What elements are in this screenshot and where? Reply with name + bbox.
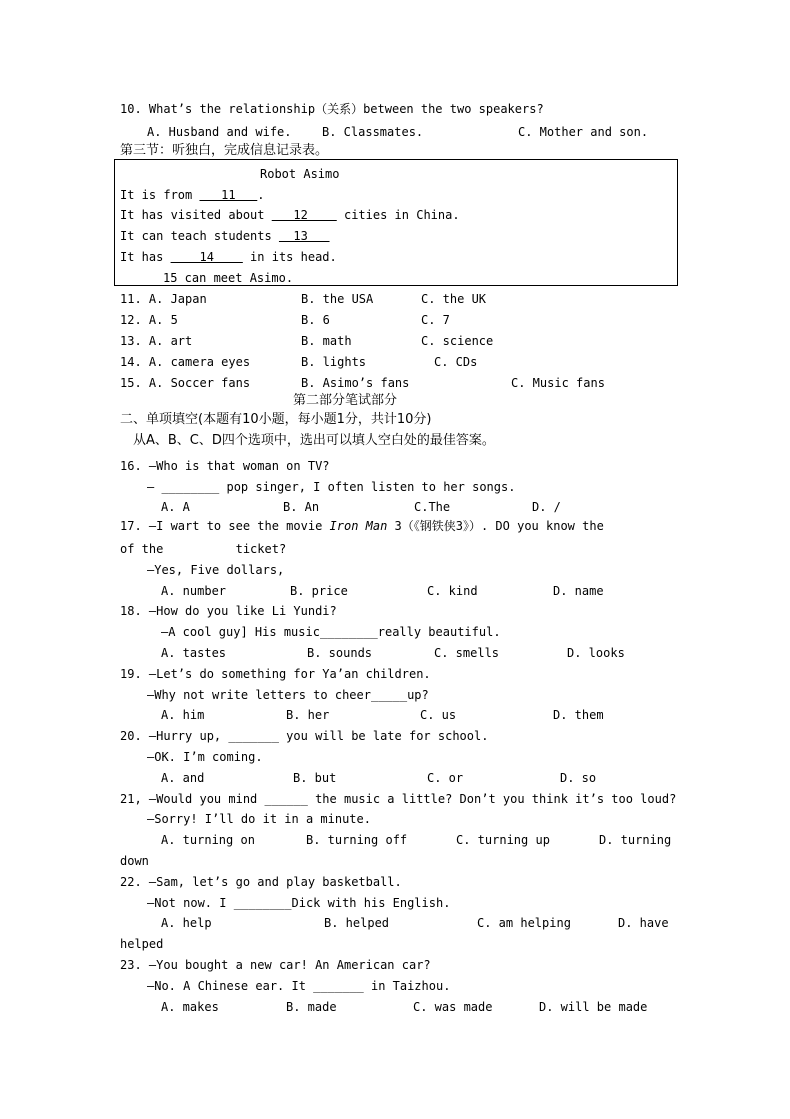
blank-12: 12 [271, 208, 337, 222]
q16-line2: — ________ pop singer, I often listen to her songs. [147, 480, 516, 494]
q19-line2: —Why not write letters to cheer_____up? [147, 688, 429, 702]
option-row: C. 7 [421, 313, 450, 327]
q23-option-d: D. will be made [539, 1000, 648, 1014]
q16-option-b: B. An [283, 500, 320, 514]
part2-title: 第二部分笔试部分 [293, 393, 398, 408]
q23-option-b: B. made [286, 1000, 337, 1014]
q17-option-d: D. name [553, 584, 604, 598]
option-row: C. the UK [421, 292, 487, 306]
blank-14: 14 [170, 250, 243, 264]
q17-option-c: C. kind [427, 584, 478, 598]
q16-line1: 16. —Who is that woman on TV? [120, 459, 330, 473]
q20-option-d: D. so [560, 771, 597, 785]
q19-option-d: D. them [553, 708, 604, 722]
q10-question: 10. What’s the relationship（关系）between the two speakers? [120, 102, 544, 116]
option-row: 13. A. art [120, 334, 193, 348]
q10-option-a: A. Husband and wife. [147, 125, 292, 139]
q23-line1: 23. —You bought a new car! An American car? [120, 958, 431, 972]
q22-option-a: A. help [161, 916, 212, 930]
q10-option-b: B. Classmates. [322, 125, 424, 139]
q21-line2: —Sorry! I’ll do it in a minute. [147, 812, 371, 826]
q22-line1: 22. —Sam, let’s go and play basketball. [120, 875, 402, 889]
q17-line1: 17. —I wart to see the movie Iron Man 3（《钢铁侠3》）. DO you know the [120, 519, 604, 533]
q21-wrap: down [120, 854, 149, 868]
q19-line1: 19. —Let’s do something for Ya’an children. [120, 667, 431, 681]
part2-instruction: 从A、B、C、D四个选项中，选出可以填人空白处的最佳答案。 [133, 433, 495, 448]
q17-option-a: A. number [161, 584, 227, 598]
q17-option-b: B. price [290, 584, 348, 598]
q18-line2: —A cool guy] His music________really beautiful. [161, 625, 501, 639]
option-row: B. math [301, 334, 352, 348]
q16-option-d: D. / [532, 500, 561, 514]
option-row: C. Music fans [511, 376, 605, 390]
blank-13: 13 [278, 229, 330, 243]
q17-line2: —Yes, Five dollars, [147, 563, 285, 577]
table-row-5: 15 can meet Asimo. [163, 271, 294, 285]
option-row: B. lights [301, 355, 367, 369]
q19-option-a: A. him [161, 708, 205, 722]
option-row: C. science [421, 334, 494, 348]
q16-option-a: A. A [161, 500, 190, 514]
q20-option-b: B. but [293, 771, 337, 785]
blank-15: 15 [163, 271, 178, 285]
option-row: C. CDs [434, 355, 478, 369]
part2-heading: 二、单项填空(本题有10小题，每小题1分，共计10分) [120, 412, 432, 427]
q22-option-c: C. am helping [477, 916, 571, 930]
blank-11: 11 [199, 188, 258, 202]
option-row: B. Asimo’s fans [301, 376, 410, 390]
option-row: B. 6 [301, 313, 330, 327]
q21-option-a: A. turning on [161, 833, 255, 847]
q18-option-c: C. smells [434, 646, 500, 660]
q10-option-c: C. Mother and son. [518, 125, 649, 139]
q18-option-d: D. looks [567, 646, 625, 660]
q17-movie-title: Iron Man [329, 519, 388, 533]
q16-option-c: C.The [414, 500, 451, 514]
table-row-4: It has 14 in its head. [120, 250, 337, 264]
q18-line1: 18. —How do you like Li Yundi? [120, 604, 337, 618]
section3-heading: 第三节：听独白，完成信息记录表。 [120, 143, 329, 158]
q23-option-a: A. makes [161, 1000, 219, 1014]
q20-option-a: A. and [161, 771, 205, 785]
q21-option-d: D. turning [599, 833, 672, 847]
q20-line1: 20. —Hurry up, _______ you will be late for school. [120, 729, 489, 743]
q21-line1: 21, —Would you mind ______ the music a little? Don’t you think it’s too loud? [120, 792, 677, 806]
q20-line2: —OK. I’m coming. [147, 750, 263, 764]
q18-option-a: A. tastes [161, 646, 227, 660]
option-row: 15. A. Soccer fans [120, 376, 251, 390]
q21-option-b: B. turning off [306, 833, 408, 847]
table-row-3: It can teach students 13 [120, 229, 330, 243]
option-row: 11. A. Japan [120, 292, 207, 306]
q19-option-b: B. her [286, 708, 330, 722]
q22-wrap: helped [120, 937, 164, 951]
q22-line2: —Not now. I ________Dick with his English. [147, 896, 451, 910]
option-row: 12. A. 5 [120, 313, 178, 327]
q23-option-c: C. was made [413, 1000, 493, 1014]
q18-option-b: B. sounds [307, 646, 373, 660]
q20-option-c: C. or [427, 771, 464, 785]
option-row: 14. A. camera eyes [120, 355, 251, 369]
q19-option-c: C. us [420, 708, 457, 722]
option-row: B. the USA [301, 292, 374, 306]
table-row-1: It is from 11 . [120, 188, 265, 202]
q21-option-c: C. turning up [456, 833, 550, 847]
q17-line1b: of the ticket? [120, 542, 287, 556]
q23-line2: —No. A Chinese ear. It _______ in Taizhou. [147, 979, 451, 993]
q22-option-b: B. helped [324, 916, 390, 930]
table-title: Robot Asimo [260, 167, 340, 181]
table-row-2: It has visited about 12 cities in China. [120, 208, 460, 222]
q22-option-d: D. have [618, 916, 669, 930]
